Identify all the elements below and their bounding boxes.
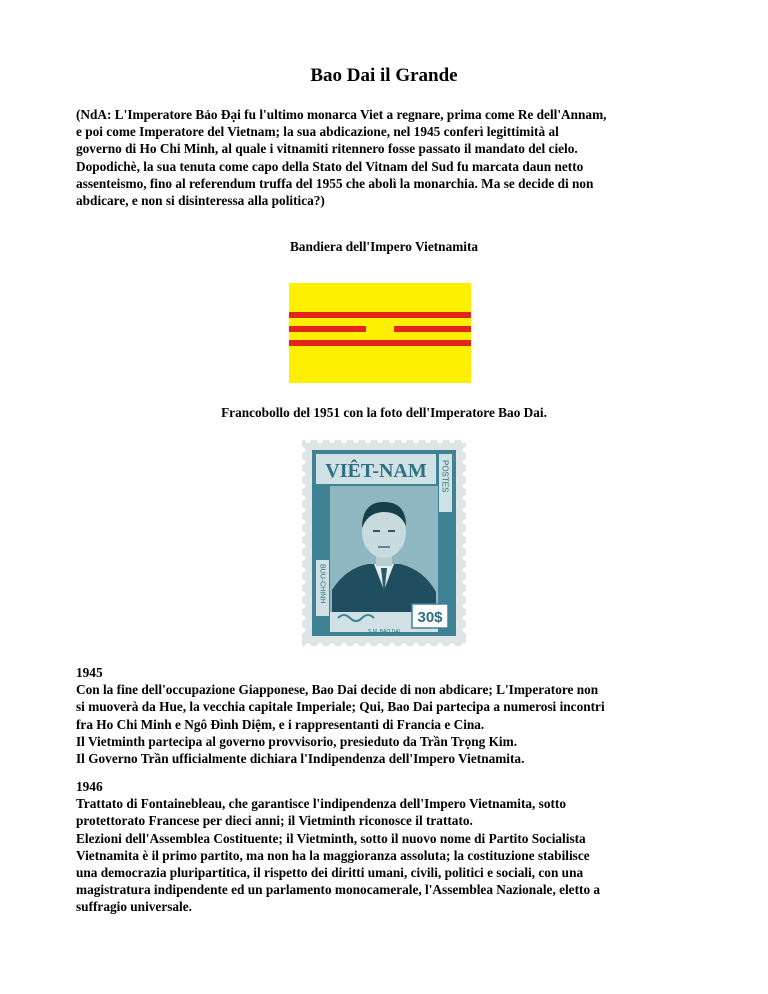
page-title: Bao Dai il Grande (310, 65, 458, 86)
section-line: Vietnamita è il primo partito, ma non ha la maggioranza assoluta; la costituzione stabilisce (76, 847, 590, 863)
stamp-side-label: POSTES (440, 460, 450, 493)
section-year: 1946 (76, 779, 103, 794)
flag-caption: Bandiera dell'Impero Vietnamita (289, 239, 479, 254)
stamp-svg (302, 440, 466, 646)
intro-paragraph (76, 106, 706, 209)
stamp-subject-label: S.M. BAO DAI (368, 629, 400, 635)
intro-line: assenteismo, fino al referendum truffa del 1955 che abolì la monarchia. Ma se decide di non (76, 175, 594, 191)
stamp-caption: Francobollo del 1951 con la foto dell'Imperatore Bao Dai. (221, 405, 547, 420)
section-line: suffragio universale. (76, 899, 192, 915)
flag-stripe-top (289, 312, 471, 318)
section-line: Con la fine dell'occupazione Giapponese, Bao Dai decide di non abdicare; L'Imperatore non (76, 682, 599, 698)
section-line: fra Ho Chi Minh e Ngô Đình Diệm, e i rappresentanti di Francia e Cina. (76, 716, 485, 732)
section-line: si muoverà da Hue, la vecchia capitale Imperiale; Qui, Bao Dai partecipa a numerosi incontri (76, 699, 605, 715)
postage-stamp-image (302, 440, 466, 646)
intro-line: e poi come Imperatore del Vietnam; la sua abdicazione, nel 1945 conferì legittimità al (76, 124, 559, 140)
stamp-value: 30$ (417, 609, 443, 626)
intro-line: (NdA: L'Imperatore Bảo Đại fu l'ultimo monarca Viet a regnare, prima come Re dell'Annam, (76, 107, 607, 122)
stamp-left-label: BUU-CHINH (318, 564, 326, 604)
intro-line: Dopodichè, la sua tenuta come capo della Stato del Vitnam del Sud fu marcata daun netto (76, 158, 584, 174)
section-line: Elezioni dell'Assemblea Costituente; il Vietminth, sotto il nuovo nome di Partito Socialista (76, 830, 586, 846)
flag-stripe-bottom (289, 340, 471, 346)
flag-stripe-middle-left (289, 326, 366, 332)
section-1946 (76, 778, 706, 916)
section-line: Il Governo Trần ufficialmente dichiara l'Indipendenza dell'Impero Vietnamita. (76, 751, 525, 767)
intro-line: abdicare, e non si disinteressa alla politica?) (76, 193, 325, 209)
intro-line: governo di Ho Chi Minh, al quale i vitnamiti ritennero fosse passato il mandato del cielo. (76, 141, 578, 157)
section-year: 1945 (76, 665, 103, 680)
section-line: Il Vietminth partecipa al governo provvisorio, presieduto da Trần Trọng Kim. (76, 733, 518, 749)
section-line: protettorato Francese per dieci anni; il Vietminth riconosce il trattato. (76, 813, 473, 829)
section-line: magistratura indipendente ed un parlamento monocamerale, l'Assemblea Nazionale, eletto a (76, 882, 601, 898)
empire-flag-image (289, 283, 471, 383)
section-1945 (76, 664, 706, 767)
section-line: Trattato di Fontainebleau, che garantisce l'indipendenza dell'Impero Vietnamita, sotto (76, 796, 567, 812)
section-line: una democrazia pluripartitica, il rispetto dei diritti umani, civili, politici e sociali, con una (76, 865, 584, 881)
flag-stripe-middle-right (394, 326, 471, 332)
stamp-country-label: VIÊT-NAM (325, 460, 427, 482)
